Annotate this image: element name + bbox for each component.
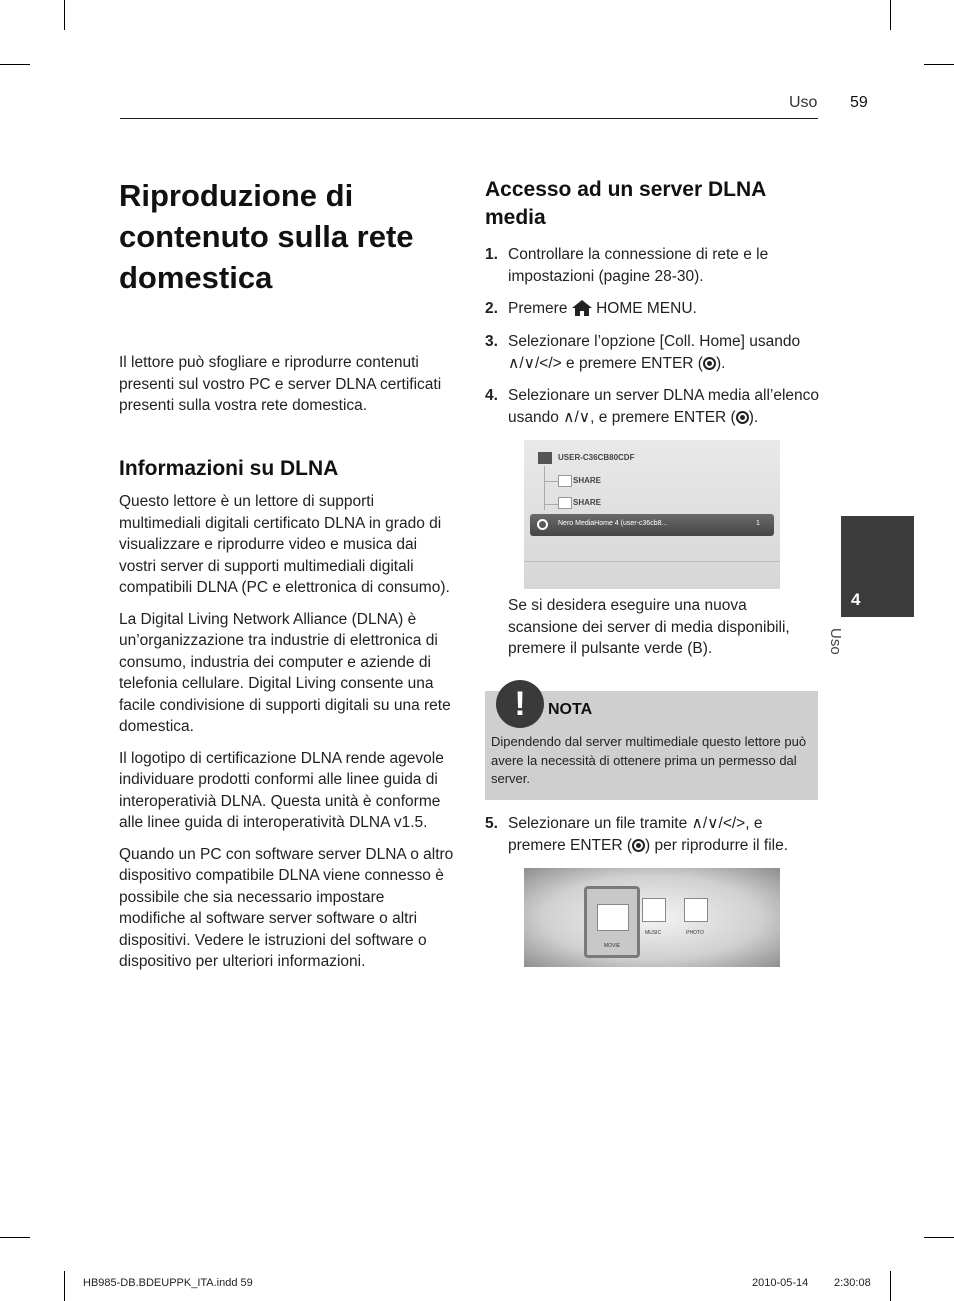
step-number: 4. bbox=[485, 387, 498, 404]
step-number: 1. bbox=[485, 246, 498, 263]
server-icon bbox=[537, 519, 548, 530]
step-text: Controllare la connessione di rete e le impostazioni (pagine 28-30). bbox=[508, 246, 769, 285]
dlna-paragraph: La Digital Living Network Alliance (DLNA) è un’organizzazione tra industrie di elettronica di consumo, industria dei computer e aziende di telefonia cellulare. Digital Living consente una facile condivisione di supporti digitali su una rete domestica. bbox=[119, 610, 451, 735]
folder-icon bbox=[642, 898, 666, 922]
movie-label: MOVIE bbox=[603, 943, 621, 949]
crop-mark bbox=[64, 0, 65, 30]
step-text-post: HOME MENU. bbox=[596, 300, 697, 317]
page-title: Riproduzione di contenuto sulla rete domestica bbox=[119, 178, 414, 295]
step-text bbox=[508, 813, 820, 856]
crop-mark bbox=[924, 64, 954, 65]
movie-tile[interactable] bbox=[584, 886, 640, 958]
crop-mark bbox=[890, 0, 891, 30]
footer-date: 2010-05-14 bbox=[752, 1277, 809, 1289]
computer-icon bbox=[538, 452, 552, 464]
enter-icon bbox=[736, 411, 749, 424]
folder-icon bbox=[597, 904, 629, 931]
note-text: Dipendendo dal server multimediale questo lettore può avere la necessità di ottenere prima un permesso dal server. bbox=[491, 734, 807, 786]
enter-icon bbox=[632, 839, 645, 852]
dlna-paragraph: Quando un PC con software server DLNA o altro dispositivo compatibile DLNA viene connesso è possibile che sia necessario impostare modifiche al software server software o altri dispositivi. Vedere le istruzioni del software o dispositivo per ulteriori informazioni. bbox=[119, 845, 454, 970]
selected-server-label: Nero MediaHome 4 (user-c36cb8... bbox=[558, 520, 668, 527]
folder-icon bbox=[684, 898, 708, 922]
chapter-tab bbox=[841, 516, 914, 617]
server-list-screenshot bbox=[524, 440, 780, 589]
share-label: SHARE bbox=[573, 476, 602, 485]
rescan-note: Se si desidera eseguire una nuova scansione dei server di media disponibili, premere il pulsante verde (B). bbox=[508, 597, 790, 657]
server-label: USER-C36CB80CDF bbox=[558, 453, 635, 462]
step-text bbox=[508, 331, 820, 374]
access-heading: Accesso ad un server DLNA media bbox=[485, 178, 766, 229]
step-text-post: ). bbox=[748, 408, 759, 426]
step-text-pre: Selezionare l’opzione [Coll. Home] usando ∧/∨/</> e premere ENTER ( bbox=[508, 333, 801, 372]
step-text-pre: Premere bbox=[508, 300, 568, 317]
folder-icon bbox=[558, 475, 572, 487]
header-rule bbox=[120, 118, 818, 119]
step-text bbox=[508, 385, 820, 428]
step-text bbox=[508, 298, 820, 320]
selected-server-row[interactable] bbox=[530, 514, 774, 536]
music-label: MUSIC bbox=[644, 930, 662, 936]
folder-icon bbox=[558, 497, 572, 509]
home-icon bbox=[572, 300, 592, 316]
step-number: 5. bbox=[485, 815, 498, 832]
crop-mark bbox=[64, 1271, 65, 1301]
intro-block bbox=[119, 352, 454, 427]
step-number: 3. bbox=[485, 333, 498, 350]
intro-paragraph: Il lettore può sfogliare e riprodurre contenuti presenti sul vostro PC e server DLNA certificati presenti sulla vostra rete domestica. bbox=[119, 354, 442, 414]
dlna-info-heading: Informazioni su DLNA bbox=[119, 457, 339, 480]
crop-mark bbox=[924, 1237, 954, 1238]
chapter-label bbox=[827, 628, 844, 680]
file-browser-screenshot bbox=[524, 868, 780, 967]
step-text-post: ) per riprodurre il file. bbox=[645, 836, 789, 854]
share-label: SHARE bbox=[573, 498, 602, 507]
step-text-pre: Selezionare un server DLNA media all’elenco usando ∧/∨, e premere ENTER ( bbox=[508, 387, 820, 426]
chapter-label-text: Uso bbox=[827, 628, 844, 655]
step-text-pre: Selezionare un file tramite ∧/∨/</>, e premere ENTER ( bbox=[508, 815, 763, 854]
dlna-paragraph: Questo lettore è un lettore di supporti multimediali digitali certificato DLNA in grado di visualizzare e riprodurre video e musica dai vostri server di supporti multimediali digitali compatibili DLNA (PC e elettronica di consumo). bbox=[119, 493, 450, 596]
footer-time: 2:30:08 bbox=[834, 1277, 871, 1289]
photo-label: PHOTO bbox=[686, 930, 704, 936]
dlna-paragraph: Il logotipo di certificazione DLNA rende agevole individuare prodotti conformi alle linee guida di interoperativià DLNA. Questa unità è conforme alle linee guida di interoperatività DLNA v1.5. bbox=[119, 749, 444, 831]
page-number: 59 bbox=[850, 94, 868, 111]
chapter-number: 4 bbox=[851, 590, 861, 609]
footer-file: HB985-DB.BDEUPPK_ITA.indd 59 bbox=[83, 1277, 253, 1289]
crop-mark bbox=[0, 64, 30, 65]
warning-icon: ! bbox=[496, 680, 544, 728]
server-count: 1 bbox=[756, 520, 760, 527]
enter-icon bbox=[703, 357, 716, 370]
crop-mark bbox=[0, 1237, 30, 1238]
header-section: Uso bbox=[789, 94, 818, 111]
note-label: NOTA bbox=[548, 701, 593, 718]
step-number: 2. bbox=[485, 300, 498, 317]
dlna-info-section bbox=[119, 455, 454, 983]
step-text-post: ). bbox=[715, 354, 726, 372]
crop-mark bbox=[890, 1271, 891, 1301]
